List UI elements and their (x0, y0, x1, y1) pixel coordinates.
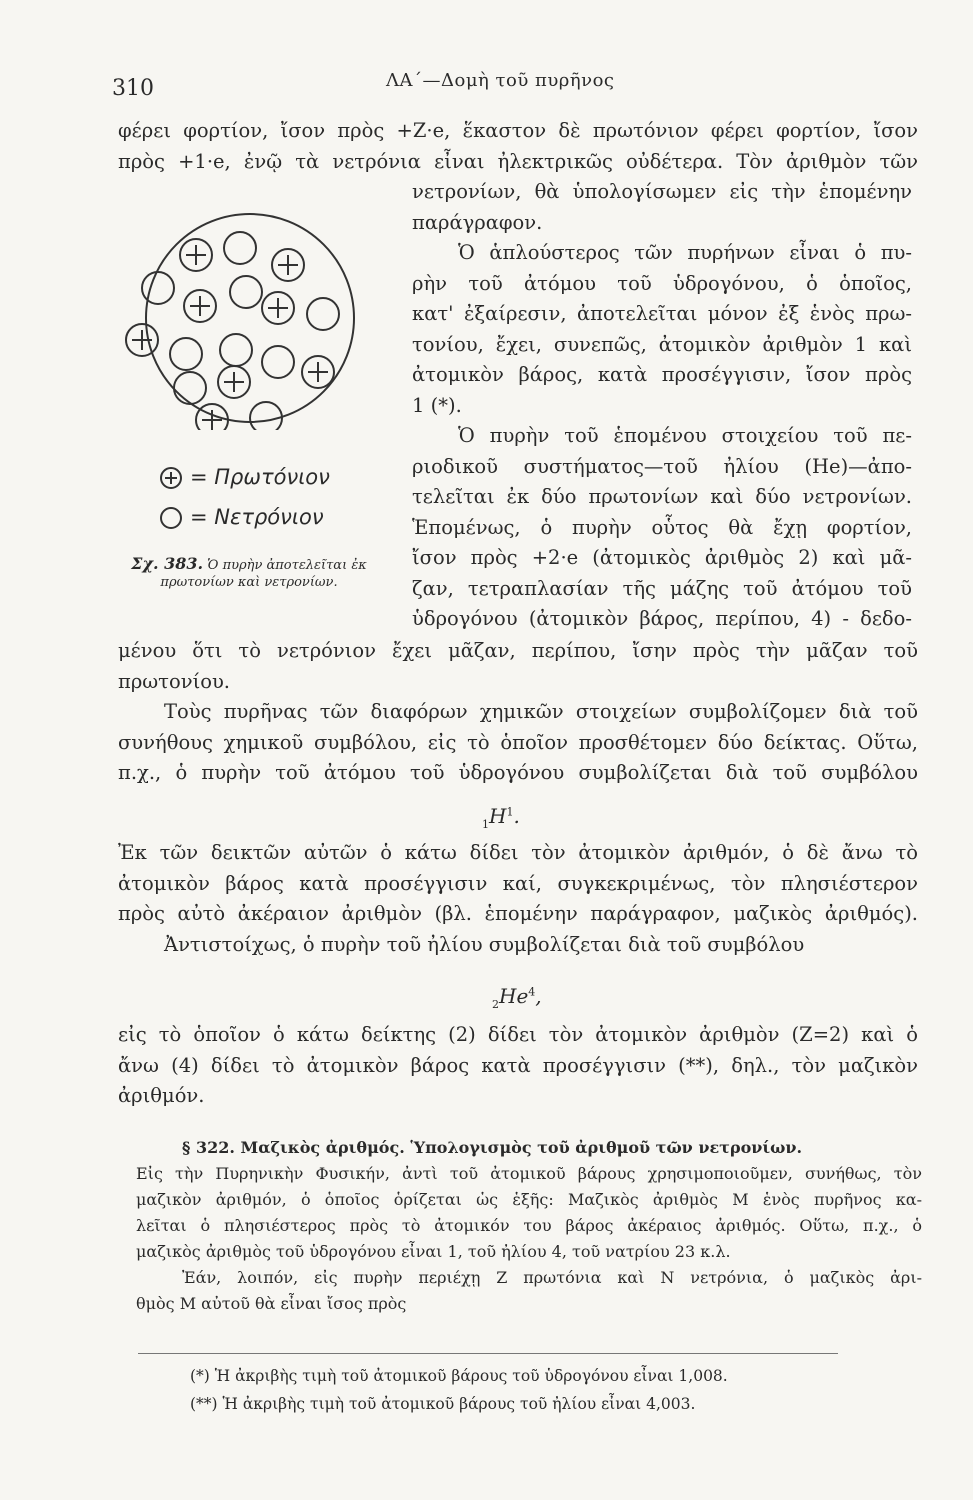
text-line: τονίου, ἔχει, συνεπῶς, ἀτομικὸν ἀριθμὸν 1 καὶ (412, 332, 912, 356)
text-line: Ὁ πυρὴν τοῦ ἑπομένου στοιχείου τοῦ πε- (458, 424, 912, 447)
formula-punct: . (513, 804, 520, 828)
formula-sup: 4 (528, 985, 536, 999)
nucleus-diagram (118, 210, 380, 430)
text-line: νετρονίων, θὰ ὑπολογίσωμεν εἰς τὴν ἑπομένην (412, 180, 912, 203)
footnote-divider (138, 1353, 838, 1354)
neutron-icon (262, 346, 294, 378)
formula-sup: 1 (506, 805, 514, 819)
formula-symbol: H (489, 804, 507, 828)
caption-text: Ὁ πυρὴν ἀποτελεῖται ἐκ πρωτονίων καὶ νετρονίων. (160, 558, 367, 590)
text-line: συνήθους χημικοῦ συμβόλου, εἰς τὸ ὁποῖον προσθέτομεν δύο δείκτας. Οὕτω, (118, 730, 918, 754)
text-line: ἀτομικὸν βάρος, κατὰ προσέγγισιν, ἴσον πρὸς (412, 363, 912, 386)
neutron-icon (170, 338, 202, 370)
neutron-icon (224, 232, 256, 264)
body-paragraph-a (118, 636, 918, 789)
neutron-icon (307, 298, 339, 330)
intro-paragraph (118, 116, 918, 177)
footnotes (190, 1362, 890, 1418)
section-322 (136, 1135, 922, 1317)
text-line: μαζικὸν ἀριθμόν, ὁ ὁποῖος ὁρίζεται ὡς ἑξῆς: Μαζικὸς ἀριθμὸς M ἑνὸς πυρῆνος κα- (136, 1190, 922, 1209)
text-line: λεῖται ὁ πλησιέστερος πρὸς τὸ ἀτομικόν του βάρος ἀκέραιος ἀριθμός. Οὕτω, π.χ., ὁ (136, 1216, 922, 1235)
legend-proton-label: = Πρωτόνιον (190, 465, 330, 489)
right-column-text (412, 177, 912, 635)
text-line: κατ' ἐξαίρεσιν, ἀποτελεῖται μόνον ἐξ ἑνὸς πρω- (412, 302, 912, 325)
running-head: ΛΑ΄—Δομὴ τοῦ πυρῆνος (386, 70, 615, 91)
text-line: π.χ., ὁ πυρὴν τοῦ ἀτόμου τοῦ ὑδρογόνου συμβολίζεται διὰ τοῦ συμβόλου (118, 761, 918, 784)
text-line: τελεῖται ἐκ δύο πρωτονίων καὶ δύο νετρονίων. (412, 485, 912, 508)
formula-helium (492, 984, 542, 1011)
formula-symbol: He (499, 984, 529, 1008)
neutron-symbol-icon (160, 507, 182, 529)
text-line: Ἐκ τῶν δεικτῶν αὐτῶν ὁ κάτω δίδει τὸν ἀτομικὸν ἀριθμόν, ὁ δὲ ἄνω τὸ (118, 841, 918, 864)
nucleus-outline (146, 214, 354, 422)
text-line: Ἐάν, λοιπόν, εἰς πυρὴν περιέχῃ Z πρωτόνια καὶ N νετρόνια, ὁ μαζικὸς ἀρι- (182, 1268, 922, 1287)
legend-proton (160, 465, 330, 489)
text-line: πρὸς αὐτὸ ἀκέραιον ἀριθμὸν (βλ. ἑπομένην παράγραφον, μαζικὸς ἀριθμός). (118, 902, 918, 925)
legend-neutron (160, 505, 324, 529)
neutron-icon (220, 334, 252, 366)
text-line: μαζικὸς ἀριθμὸς τοῦ ὑδρογόνου εἶναι 1, τοῦ ἠλίου 4, τοῦ νατρίου 23 κ.λ. (136, 1242, 731, 1261)
text-line: Τοὺς πυρῆνας τῶν διαφόρων χημικῶν στοιχείων συμβολίζομεν διὰ τοῦ (164, 700, 918, 723)
legend-neutron-label: = Νετρόνιον (190, 505, 324, 529)
text-line: Εἰς τὴν Πυρηνικὴν Φυσικήν, ἀντὶ τοῦ ἀτομικοῦ βάρους χρησιμοποιοῦμεν, συνήθως, τὸν (136, 1164, 922, 1183)
body-paragraph-b (118, 838, 918, 960)
neutron-icon (174, 372, 206, 404)
neutron-icon (230, 276, 262, 308)
text-line: ἄνω (4) δίδει τὸ ἀτομικὸν βάρος κατὰ προσέγγισιν (**), δηλ., τὸν μαζικὸν (118, 1053, 918, 1077)
text-line: Ἑπομένως, ὁ πυρὴν οὗτος θὰ ἔχῃ φορτίον, (412, 515, 912, 539)
section-heading-text: § 322. Μαζικὸς ἀριθμός. Ὑπολογισμὸς τοῦ ἀριθμοῦ τῶν νετρονίων. (182, 1138, 803, 1157)
text-line: φέρει φορτίον, ἴσον πρὸς +Z·e, ἕκαστον δὲ πρωτόνιον φέρει φορτίον, ἴσον (118, 119, 918, 142)
text-line: Ἀντιστοίχως, ὁ πυρὴν τοῦ ἠλίου συμβολίζεται διὰ τοῦ συμβόλου (164, 932, 805, 956)
formula-sub: 2 (492, 998, 499, 1011)
text-line: μένου ὅτι τὸ νετρόνιον ἔχει μᾶζαν, περίπου, ἴσην πρὸς τὴν μᾶζαν τοῦ (118, 639, 918, 662)
text-line: θμὸς M αὐτοῦ θὰ εἶναι ἴσος πρὸς (136, 1294, 407, 1313)
text-line: ὑδρογόνου (ἀτομικὸν βάρος, περίπου, 4) - δεδο- (412, 607, 912, 630)
proton-symbol-icon (160, 467, 182, 489)
neutron-icon (142, 272, 174, 304)
text-line: ρὴν τοῦ ἀτόμου τοῦ ὑδρογόνου, ὁ ὁποῖος, (412, 271, 912, 295)
section-heading (136, 1135, 922, 1161)
formula-punct: , (535, 984, 542, 1008)
text-line: ζαν, τετραπλασίαν τῆς μάζης τοῦ ἀτόμου τοῦ (412, 576, 912, 600)
neutron-icon (250, 402, 282, 430)
body-paragraph-c (118, 1020, 918, 1112)
text-line: ἀριθμόν. (118, 1084, 205, 1107)
nucleus-figure (118, 210, 380, 620)
text-line: πρὸς +1·e, ἐνῷ τὰ νετρόνια εἶναι ἠλεκτρικῶς οὐδέτερα. Τὸν ἀριθμὸν τῶν (118, 149, 918, 173)
particles-group (126, 232, 339, 430)
page-header (0, 70, 973, 110)
formula-hydrogen (482, 804, 520, 831)
figure-caption (118, 555, 380, 591)
text-line: εἰς τὸ ὁποῖον ὁ κάτω δείκτης (2) δίδει τὸν ἀτομικὸν ἀριθμὸν (Z=2) καὶ ὁ (118, 1023, 918, 1046)
footnote-2: (**) Ἡ ἀκριβὴς τιμὴ τοῦ ἀτομικοῦ βάρους τοῦ ἠλίου εἶναι 4,003. (190, 1395, 696, 1413)
footnote-1: (*) Ἡ ἀκριβὴς τιμὴ τοῦ ἀτομικοῦ βάρους τοῦ ὑδρογόνου εἶναι 1,008. (190, 1367, 728, 1385)
text-line: ἀτομικὸν βάρος κατὰ προσέγγισιν καί, συγκεκριμένως, τὸν πλησιέστερον (118, 871, 918, 895)
page-number: 310 (112, 76, 154, 101)
text-line: ἴσον πρὸς +2·e (ἀτομικὸς ἀριθμὸς 2) καὶ μᾶ- (412, 546, 912, 569)
caption-label: Σχ. 383. (131, 554, 204, 573)
text-line: παράγραφον. (412, 210, 543, 234)
formula-sub: 1 (482, 818, 489, 831)
text-line: Ὁ ἁπλούστερος τῶν πυρήνων εἶναι ὁ πυ- (458, 241, 912, 264)
text-line: ριοδικοῦ συστήματος—τοῦ ἠλίου (He)—ἀπο- (412, 454, 912, 478)
text-line: πρωτονίου. (118, 669, 231, 693)
text-line: 1 (*). (412, 393, 462, 417)
